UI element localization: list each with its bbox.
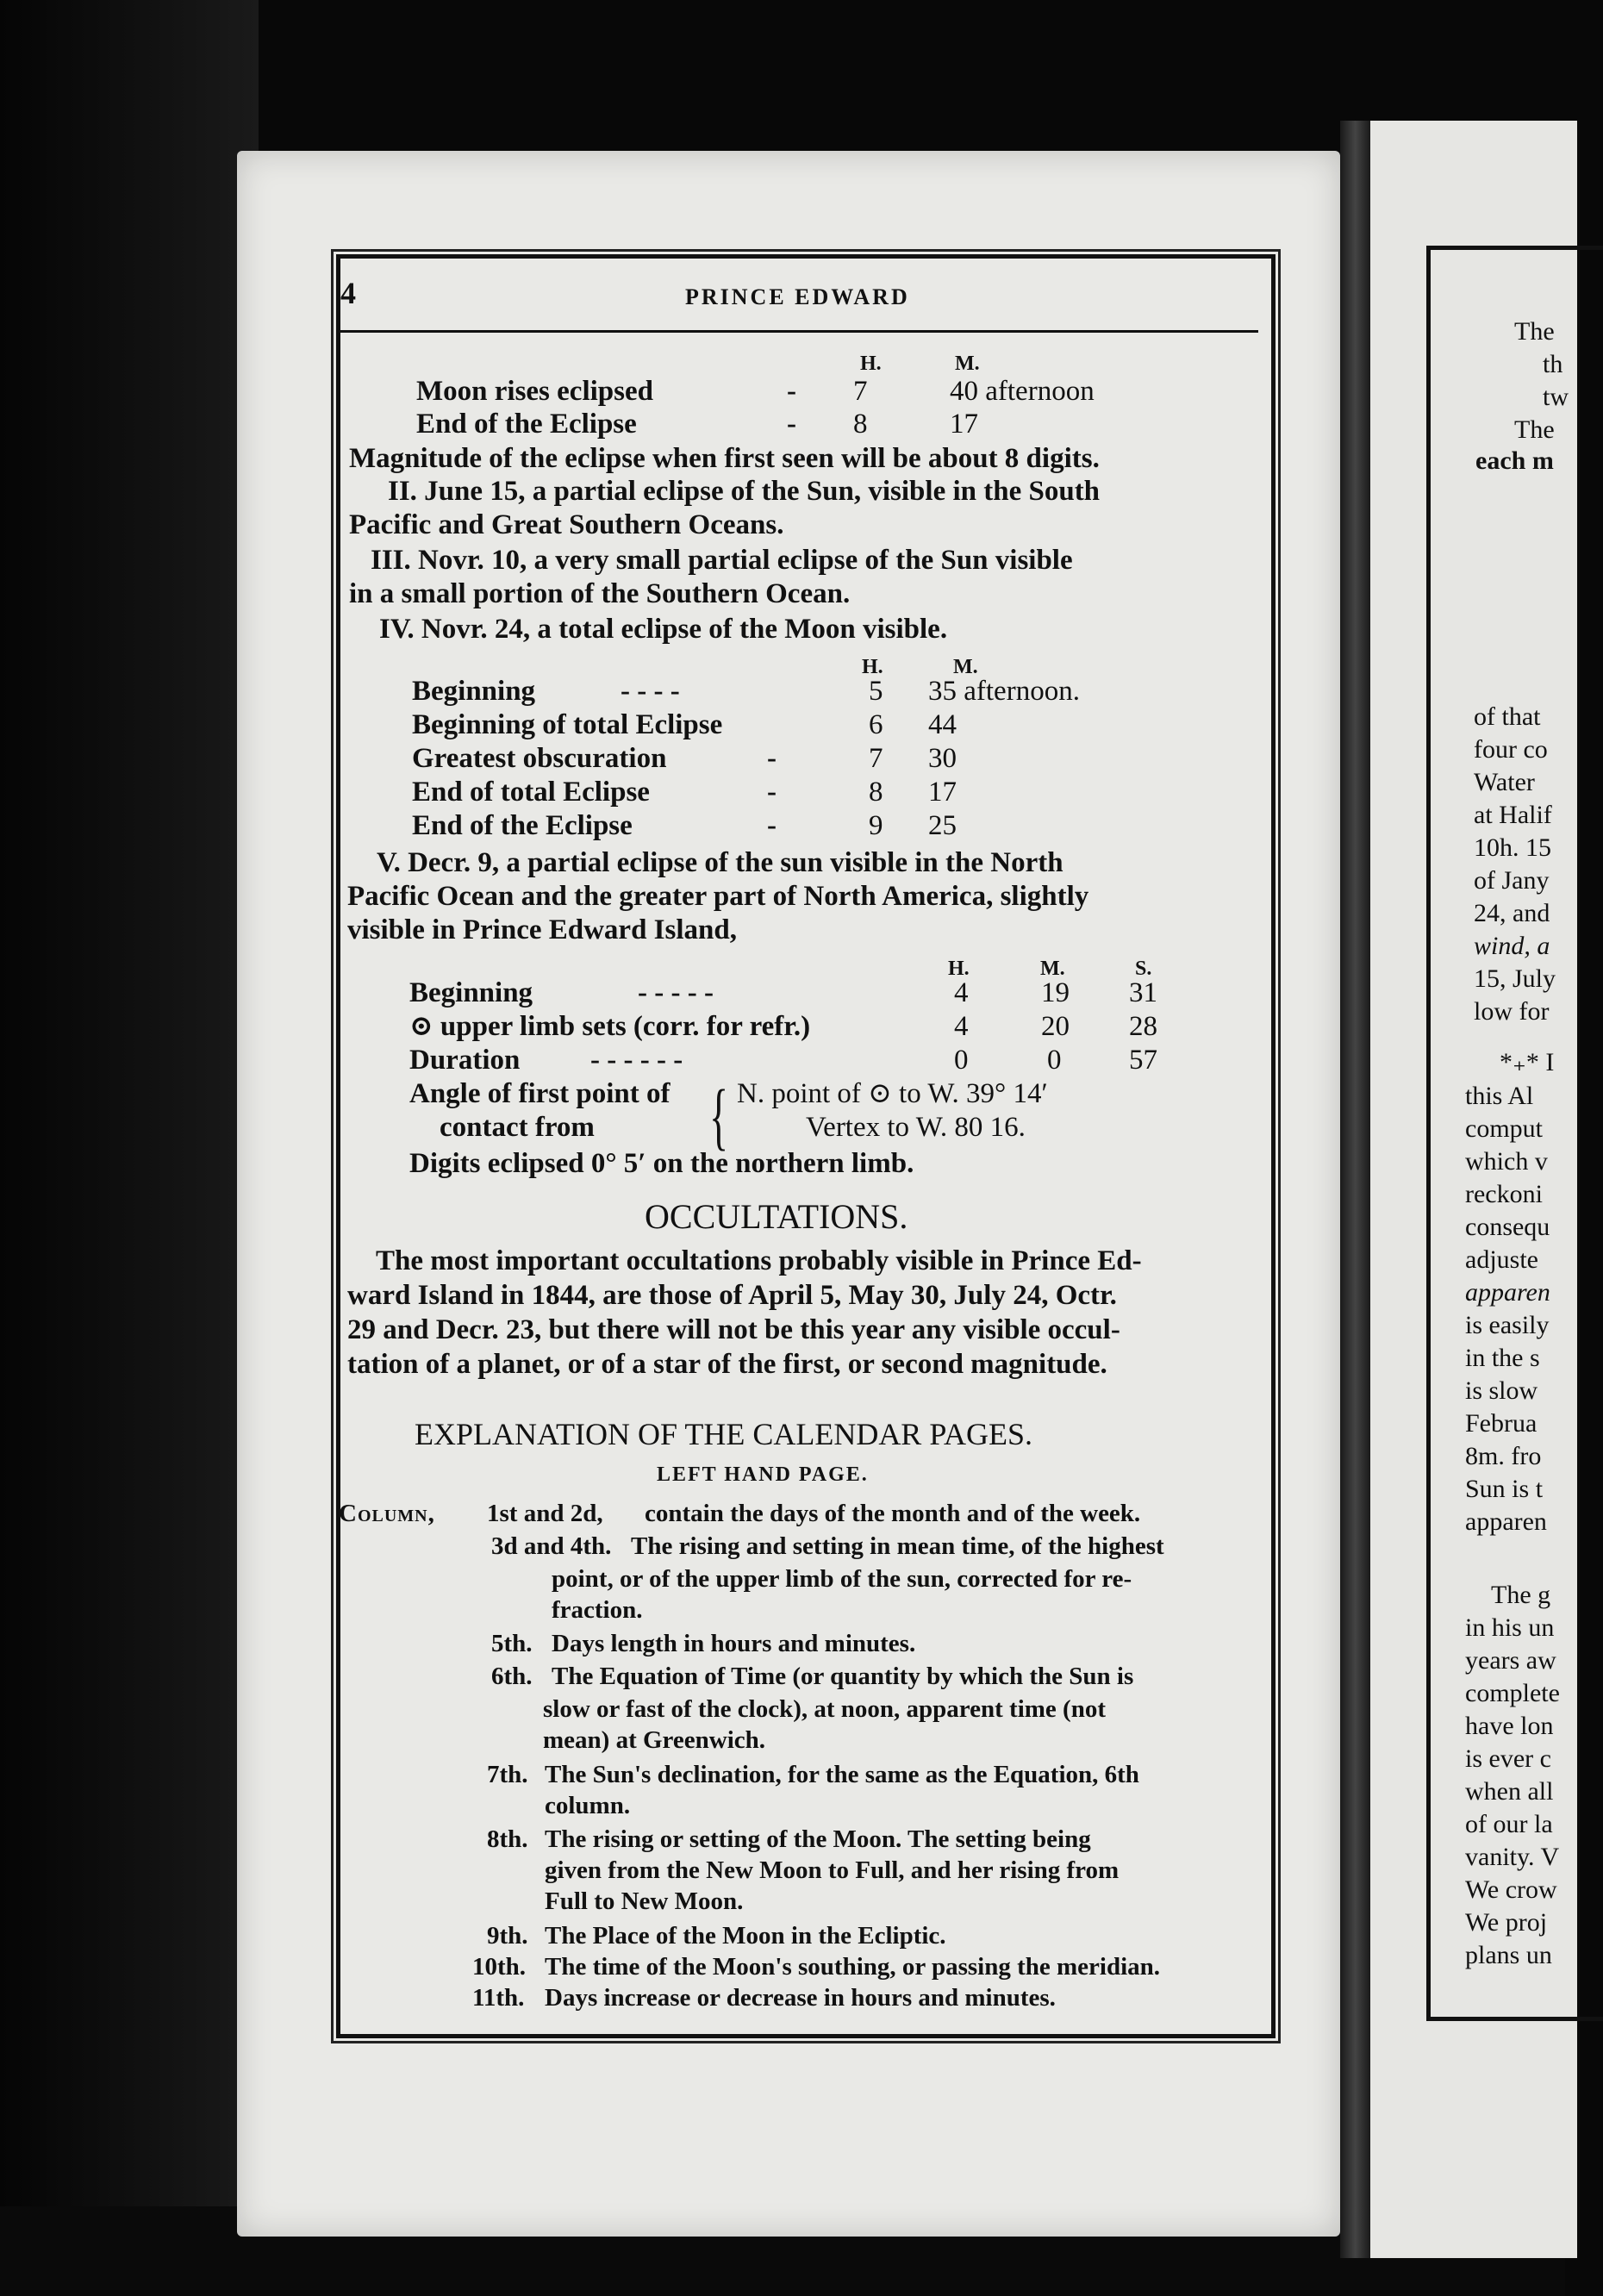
eclipse-row-minute: 25 — [928, 810, 957, 841]
explanation-item-cont: Full to New Moon. — [545, 1887, 744, 1915]
explanation-item-number: 7th. — [487, 1761, 528, 1788]
facing-page-text: th — [1543, 350, 1563, 378]
explanation-item-text: contain the days of the month and of the week. — [645, 1500, 1141, 1527]
eclipse-row-label: ⊙ upper limb sets (corr. for refr.) — [409, 1011, 811, 1042]
facing-page-text: complete — [1465, 1679, 1560, 1707]
col-header-m: M. — [955, 353, 980, 375]
eclipse-row-second: 57 — [1129, 1045, 1157, 1076]
facing-page-text: plans un — [1465, 1941, 1552, 1969]
facing-page-text: wind, a — [1474, 932, 1550, 960]
facing-page-text: when all — [1465, 1777, 1554, 1806]
facing-page-text: this Al — [1465, 1082, 1534, 1110]
explanation-item-cont: point, or of the upper limb of the sun, corrected for re- — [552, 1565, 1132, 1593]
eclipse-row-minute: 19 — [1041, 977, 1070, 1008]
facing-page-text: We proj — [1465, 1908, 1548, 1937]
explanation-item-text: The Sun's declination, for the same as the Equation, 6th — [545, 1761, 1139, 1788]
explanation-item-cont: slow or fast of the clock), at noon, apparent time (not — [543, 1695, 1106, 1723]
eclipse-row-label: Greatest obscuration — [412, 743, 667, 774]
facing-page-text: *₊* I — [1500, 1048, 1555, 1076]
facing-page-text: have lon — [1465, 1712, 1554, 1740]
eclipse-2-line: II. June 15, a partial eclipse of the Sun, visible in the South — [388, 476, 1101, 507]
facing-page-text: of Jany — [1474, 866, 1550, 895]
facing-page-text: each m — [1475, 446, 1554, 475]
eclipse-row-minute: 40 afternoon — [950, 376, 1095, 407]
explanation-item-text: The time of the Moon's southing, or passing the meridian. — [545, 1953, 1161, 1981]
eclipse-row-dash: - — [787, 376, 796, 407]
angle-label: Angle of first point of — [409, 1078, 671, 1109]
facing-page-text: years aw — [1465, 1646, 1556, 1675]
eclipse-magnitude: Magnitude of the eclipse when first seen will be about 8 digits. — [349, 443, 1100, 474]
explanation-item-number: 3d and 4th. — [491, 1532, 612, 1560]
eclipse-row-minute: 17 — [950, 409, 978, 440]
facing-page-text: in the s — [1465, 1344, 1540, 1372]
col-header-h: H. — [948, 958, 970, 980]
eclipse-row-hour: 8 — [853, 409, 868, 440]
facing-page-text: is slow — [1465, 1376, 1538, 1405]
eclipse-5-line: visible in Prince Edward Island, — [347, 914, 737, 945]
facing-page-text: Sun is t — [1465, 1475, 1544, 1503]
explanation-item-cont: mean) at Greenwich. — [543, 1726, 765, 1754]
running-head: PRINCE EDWARD — [685, 284, 910, 309]
eclipse-row-hour: 9 — [869, 810, 883, 841]
explanation-item-text: The Equation of Time (or quantity by which the Sun is — [552, 1663, 1134, 1690]
facing-page-text: Water — [1474, 768, 1535, 796]
facing-page-text: consequ — [1465, 1213, 1550, 1241]
eclipse-row-dash: - — [767, 777, 777, 808]
eclipse-row-dash: - — [787, 409, 796, 440]
eclipse-row-hour: 4 — [954, 977, 969, 1008]
eclipse-row-label: Beginning — [412, 676, 536, 707]
explanation-item-cont: column. — [545, 1792, 631, 1819]
facing-page-text: 8m. fro — [1465, 1442, 1542, 1470]
curly-brace: { — [709, 1074, 729, 1158]
facing-page-text: 24, and — [1474, 899, 1550, 927]
facing-page-text: vanity. V — [1465, 1843, 1560, 1871]
facing-page-text: which v — [1465, 1147, 1548, 1176]
explanation-item-text: The rising or setting of the Moon. The setting being — [545, 1825, 1091, 1853]
eclipse-row-second: 28 — [1129, 1011, 1157, 1042]
facing-page-text: low for — [1474, 997, 1550, 1026]
column-label: Column, — [339, 1500, 435, 1527]
occultation-line: 29 and Decr. 23, but there will not be this year any visible occul- — [347, 1314, 1120, 1345]
eclipse-row-hour: 5 — [869, 676, 883, 707]
explanation-item-text: Days length in hours and minutes. — [552, 1630, 916, 1657]
explanation-item-number: 9th. — [487, 1922, 528, 1950]
explanation-item-number: 6th. — [491, 1663, 533, 1690]
eclipse-row-minute: 35 afternoon. — [928, 676, 1080, 707]
eclipse-2-line: Pacific and Great Southern Oceans. — [349, 509, 784, 540]
col-header-h: H. — [860, 353, 882, 375]
facing-page-text: 15, July — [1474, 964, 1556, 993]
facing-page-text: comput — [1465, 1114, 1543, 1143]
eclipse-4-title: IV. Novr. 24, a total eclipse of the Moon visible. — [379, 614, 948, 645]
subheading-left-hand-page: LEFT HAND PAGE. — [657, 1463, 869, 1486]
digits-eclipsed: Digits eclipsed 0° 5′ on the northern limb. — [409, 1148, 914, 1179]
facing-page-text: We crow — [1465, 1875, 1557, 1904]
eclipse-row-label: Beginning — [409, 977, 533, 1008]
section-heading-occultations: OCCULTATIONS. — [645, 1197, 908, 1236]
header-rule — [340, 330, 1258, 333]
explanation-item-number: 10th. — [472, 1953, 527, 1981]
eclipse-row-hour: 6 — [869, 709, 883, 740]
eclipse-3-line: in a small portion of the Southern Ocean. — [349, 578, 851, 609]
facing-page-text: 10h. 15 — [1474, 833, 1551, 862]
facing-page-text: of that — [1474, 702, 1541, 731]
eclipse-row-hour: 0 — [954, 1045, 969, 1076]
book-gutter — [1340, 121, 1370, 2258]
occultation-line: ward Island in 1844, are those of April 5, May 30, July 24, Octr. — [347, 1280, 1117, 1311]
eclipse-row-dash: - — [767, 810, 777, 841]
eclipse-row-minute: 30 — [928, 743, 957, 774]
angle-value: N. point of ⊙ to W. 39° 14′ — [737, 1078, 1048, 1109]
explanation-item-number: 1st and 2d, — [487, 1500, 603, 1527]
facing-page-text: adjuste — [1465, 1245, 1538, 1274]
angle-label: contact from — [440, 1112, 595, 1143]
eclipse-row-hour: 8 — [869, 777, 883, 808]
eclipse-row-hour: 4 — [954, 1011, 969, 1042]
facing-page-text: at Halif — [1474, 801, 1552, 829]
explanation-item-number: 11th. — [472, 1984, 525, 2012]
facing-page-text: The — [1514, 415, 1555, 444]
explanation-item-text: The rising and setting in mean time, of the highest — [631, 1532, 1164, 1560]
eclipse-row-label: End of the Eclipse — [412, 810, 633, 841]
facing-page-text: The g — [1491, 1581, 1551, 1609]
col-header-s: S. — [1135, 958, 1152, 980]
eclipse-5-line: Pacific Ocean and the greater part of North America, slightly — [347, 881, 1089, 912]
eclipse-row-minute: 17 — [928, 777, 957, 808]
eclipse-row-minute: 20 — [1041, 1011, 1070, 1042]
col-header-m: M. — [953, 656, 978, 678]
eclipse-row-dash: - - - - - - — [590, 1045, 683, 1076]
facing-page-text: is easily — [1465, 1311, 1550, 1339]
explanation-item-cont: given from the New Moon to Full, and her rising from — [545, 1856, 1120, 1884]
explanation-item-cont: fraction. — [552, 1596, 643, 1624]
facing-page-text: Februa — [1465, 1409, 1538, 1438]
facing-page-text: is ever c — [1465, 1744, 1551, 1773]
section-heading-explanation: EXPLANATION OF THE CALENDAR PAGES. — [415, 1417, 1033, 1451]
eclipse-row-label: End of the Eclipse — [416, 409, 637, 440]
explanation-item-number: 5th. — [491, 1630, 533, 1657]
eclipse-row-dash: - - - - - — [638, 977, 714, 1008]
facing-page-text: tw — [1543, 383, 1569, 411]
facing-page-text: reckoni — [1465, 1180, 1543, 1208]
eclipse-row-hour: 7 — [869, 743, 883, 774]
eclipse-row-label: End of total Eclipse — [412, 777, 650, 808]
eclipse-row-second: 31 — [1129, 977, 1157, 1008]
eclipse-5-line: V. Decr. 9, a partial eclipse of the sun visible in the North — [377, 847, 1063, 878]
facing-page-text: in his un — [1465, 1613, 1555, 1642]
facing-page-text: four co — [1474, 735, 1548, 764]
facing-page-text: apparen — [1465, 1507, 1547, 1536]
eclipse-row-dash: - — [767, 743, 777, 774]
scan-background — [0, 0, 259, 2296]
eclipse-row-dash: - - - - — [621, 676, 680, 707]
col-header-m: M. — [1040, 958, 1065, 980]
eclipse-row-hour: 7 — [853, 376, 868, 407]
explanation-item-text: Days increase or decrease in hours and minutes. — [545, 1984, 1056, 2012]
eclipse-row-minute: 44 — [928, 709, 957, 740]
eclipse-row-label: Duration — [409, 1045, 521, 1076]
occultation-line: The most important occultations probably visible in Prince Ed- — [376, 1245, 1142, 1276]
angle-value: Vertex to W. 80 16. — [806, 1112, 1026, 1143]
page-number: 4 — [340, 276, 356, 310]
facing-page-text: of our la — [1465, 1810, 1553, 1838]
eclipse-row-minute: 0 — [1047, 1045, 1062, 1076]
facing-page-text: apparen — [1465, 1278, 1550, 1307]
explanation-item-text: The Place of the Moon in the Ecliptic. — [545, 1922, 946, 1950]
col-header-h: H. — [862, 656, 883, 678]
explanation-item-number: 8th. — [487, 1825, 528, 1853]
facing-page-text: The — [1514, 317, 1555, 346]
eclipse-3-line: III. Novr. 10, a very small partial eclipse of the Sun visible — [371, 545, 1073, 576]
eclipse-row-label: Moon rises eclipsed — [416, 376, 653, 407]
eclipse-row-label: Beginning of total Eclipse — [412, 709, 723, 740]
occultation-line: tation of a planet, or of a star of the first, or second magnitude. — [347, 1349, 1107, 1380]
